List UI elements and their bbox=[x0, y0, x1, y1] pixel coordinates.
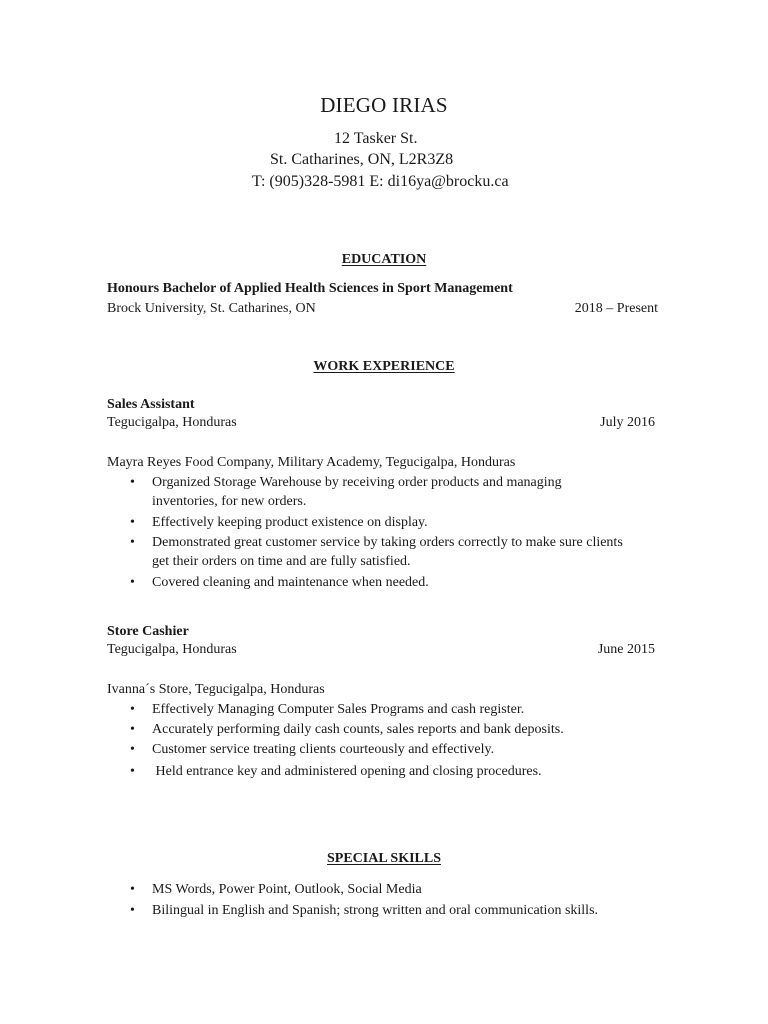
job-employer: Ivanna´s Store, Tegucigalpa, Honduras bbox=[107, 682, 325, 697]
skill-item: Bilingual in English and Spanish; strong written and oral communication skills. bbox=[152, 903, 599, 918]
address-street: 12 Tasker St. bbox=[334, 130, 418, 147]
job-title: Sales Assistant bbox=[107, 397, 195, 412]
job-bullet: Effectively keeping product existence on display. bbox=[152, 515, 428, 530]
bullet-icon: • bbox=[130, 702, 135, 717]
job-bullet: Organized Storage Warehouse by receiving order products and managing bbox=[152, 475, 562, 490]
bullet-icon: • bbox=[130, 722, 135, 737]
bullet-icon: • bbox=[130, 882, 135, 897]
bullet-icon: • bbox=[130, 535, 135, 550]
job-title: Store Cashier bbox=[107, 624, 189, 639]
contact-info: T: (905)328-5981 E: di16ya@brocku.ca bbox=[252, 173, 509, 190]
address-city: St. Catharines, ON, L2R3Z8 bbox=[270, 151, 454, 168]
candidate-name: DIEGO IRIAS bbox=[320, 93, 448, 117]
bullet-icon: • bbox=[130, 475, 135, 490]
bullet-icon: • bbox=[130, 575, 135, 590]
job-bullet: Held entrance key and administered opening and closing procedures. bbox=[152, 764, 542, 779]
skill-item: MS Words, Power Point, Outlook, Social Media bbox=[152, 882, 422, 897]
school-name: Brock University, St. Catharines, ON bbox=[107, 301, 316, 316]
skills-heading: SPECIAL SKILLS bbox=[327, 851, 441, 866]
bullet-icon: • bbox=[130, 742, 135, 757]
job-bullet: Customer service treating clients courteously and effectively. bbox=[152, 742, 495, 757]
job-date: June 2015 bbox=[597, 642, 655, 657]
job-bullet: Effectively Managing Computer Sales Programs and cash register. bbox=[152, 702, 525, 717]
job-bullet: Covered cleaning and maintenance when needed. bbox=[152, 575, 429, 590]
bullet-icon: • bbox=[130, 515, 135, 530]
job-date: July 2016 bbox=[600, 415, 655, 430]
bullet-icon: • bbox=[130, 903, 135, 918]
job-location: Tegucigalpa, Honduras bbox=[107, 642, 237, 657]
bullet-icon: • bbox=[130, 764, 135, 779]
degree-title: Honours Bachelor of Applied Health Sciences in Sport Management bbox=[107, 281, 513, 296]
job-bullet: Accurately performing daily cash counts, sales reports and bank deposits. bbox=[152, 722, 564, 737]
work-heading: WORK EXPERIENCE bbox=[313, 359, 455, 374]
education-heading: EDUCATION bbox=[341, 252, 427, 267]
job-bullet-continuation: inventories, for new orders. bbox=[152, 494, 307, 509]
job-bullet-continuation: get their orders on time and are fully satisfied. bbox=[152, 554, 411, 569]
job-bullet: Demonstrated great customer service by taking orders correctly to make sure clients bbox=[152, 535, 623, 550]
job-location: Tegucigalpa, Honduras bbox=[107, 415, 237, 430]
education-dates: 2018 – Present bbox=[574, 301, 658, 316]
job-employer: Mayra Reyes Food Company, Military Academy, Tegucigalpa, Honduras bbox=[107, 455, 516, 470]
